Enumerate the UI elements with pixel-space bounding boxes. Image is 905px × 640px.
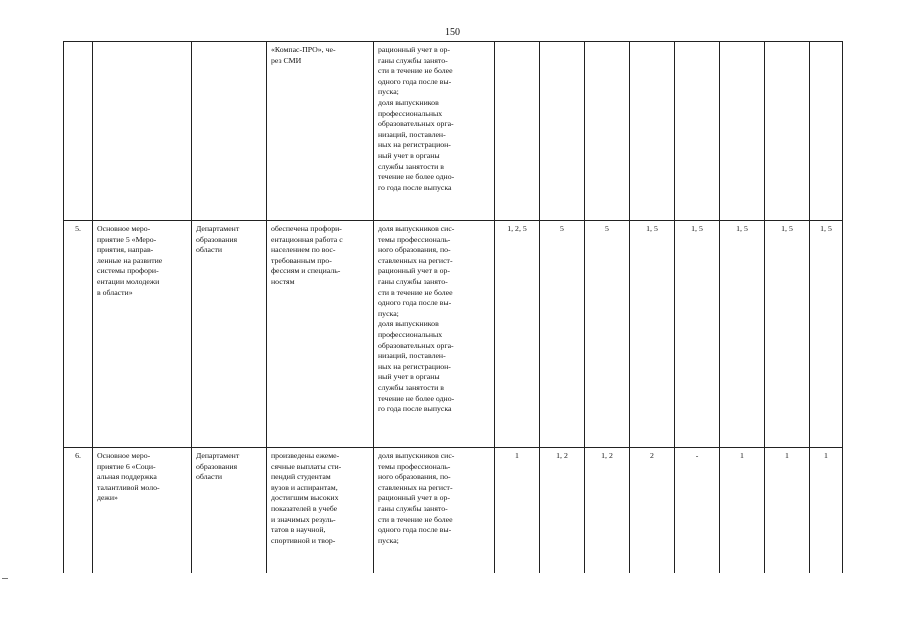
executor-cell [192,42,267,221]
value-cell: 1, 5 [630,221,675,448]
scan-edge-mark [2,578,8,579]
value-cell: 1, 5 [810,221,843,448]
value-cell [765,42,810,221]
value-cell: 2 [630,448,675,574]
event-cell: Основное меро- приятие 6 «Соци- альная поддержка талантливой моло- дежи» [93,448,192,574]
value-cell [495,42,540,221]
value-cell: 1, 2, 5 [495,221,540,448]
value-cell [720,42,765,221]
value-cell: 1 [720,448,765,574]
table-row [64,221,843,448]
value-cell: 1, 5 [675,221,720,448]
table-row [64,448,843,574]
value-cell [585,42,630,221]
value-cell: 1, 5 [765,221,810,448]
row-index: 6. [64,448,93,574]
value-cell [540,42,585,221]
indicator-cell: доля выпускников сис- темы профессиональ- ного образования, по- ставленных на регист- рационный учет в ор- ганы службы занято- сти в течение не более одного года после вы- пуска; [374,448,495,574]
value-cell: 5 [540,221,585,448]
table-row [64,42,843,221]
result-cell: обеспечена профори- ентационная работа с населением по вос- требованным про- фессиям и специаль- ностям [267,221,374,448]
executor-cell: Департамент образования области [192,448,267,574]
page-number: 150 [445,27,460,38]
result-cell: произведены ежеме- сячные выплаты сти- пендий студентам вузов и аспирантам, достигшим высоких показателей в учебе и значимых резуль- татов в научной, спортивной и твор- [267,448,374,574]
result-cell: «Компас-ПРО», че- рез СМИ [267,42,374,221]
program-table [63,41,843,573]
indicator-cell: рационный учет в ор- ганы службы занято- сти в течение не более одного года после вы- пуска; доля выпускников профессиональных образовательных орга- низаций, поставлен- ных на регистрацион- ный учет в органы службы занятости в течение не более одно- го года после выпуска [374,42,495,221]
value-cell [810,42,843,221]
value-cell: 1 [495,448,540,574]
value-cell [675,42,720,221]
value-cell: 1 [810,448,843,574]
value-cell: 1, 5 [720,221,765,448]
value-cell: - [675,448,720,574]
value-cell: 1, 2 [540,448,585,574]
indicator-cell: доля выпускников сис- темы профессиональ- ного образования, по- ставленных на регист- рационный учет в ор- ганы службы занято- сти в течение не более одного года после вы- пуска; доля выпускников профессиональных образовательных орга- низаций, поставлен- ных на регистрацион- ный учет в органы службы занятости в течение не более одно- го года после выпуска [374,221,495,448]
executor-cell: Департамент образования области [192,221,267,448]
value-cell: 5 [585,221,630,448]
value-cell [630,42,675,221]
event-cell: Основное меро- приятие 5 «Меро- приятия, направ- ленные на развитие системы профори- ентации молодежи в области» [93,221,192,448]
row-index [64,42,93,221]
row-index: 5. [64,221,93,448]
event-cell [93,42,192,221]
value-cell: 1 [765,448,810,574]
value-cell: 1, 2 [585,448,630,574]
